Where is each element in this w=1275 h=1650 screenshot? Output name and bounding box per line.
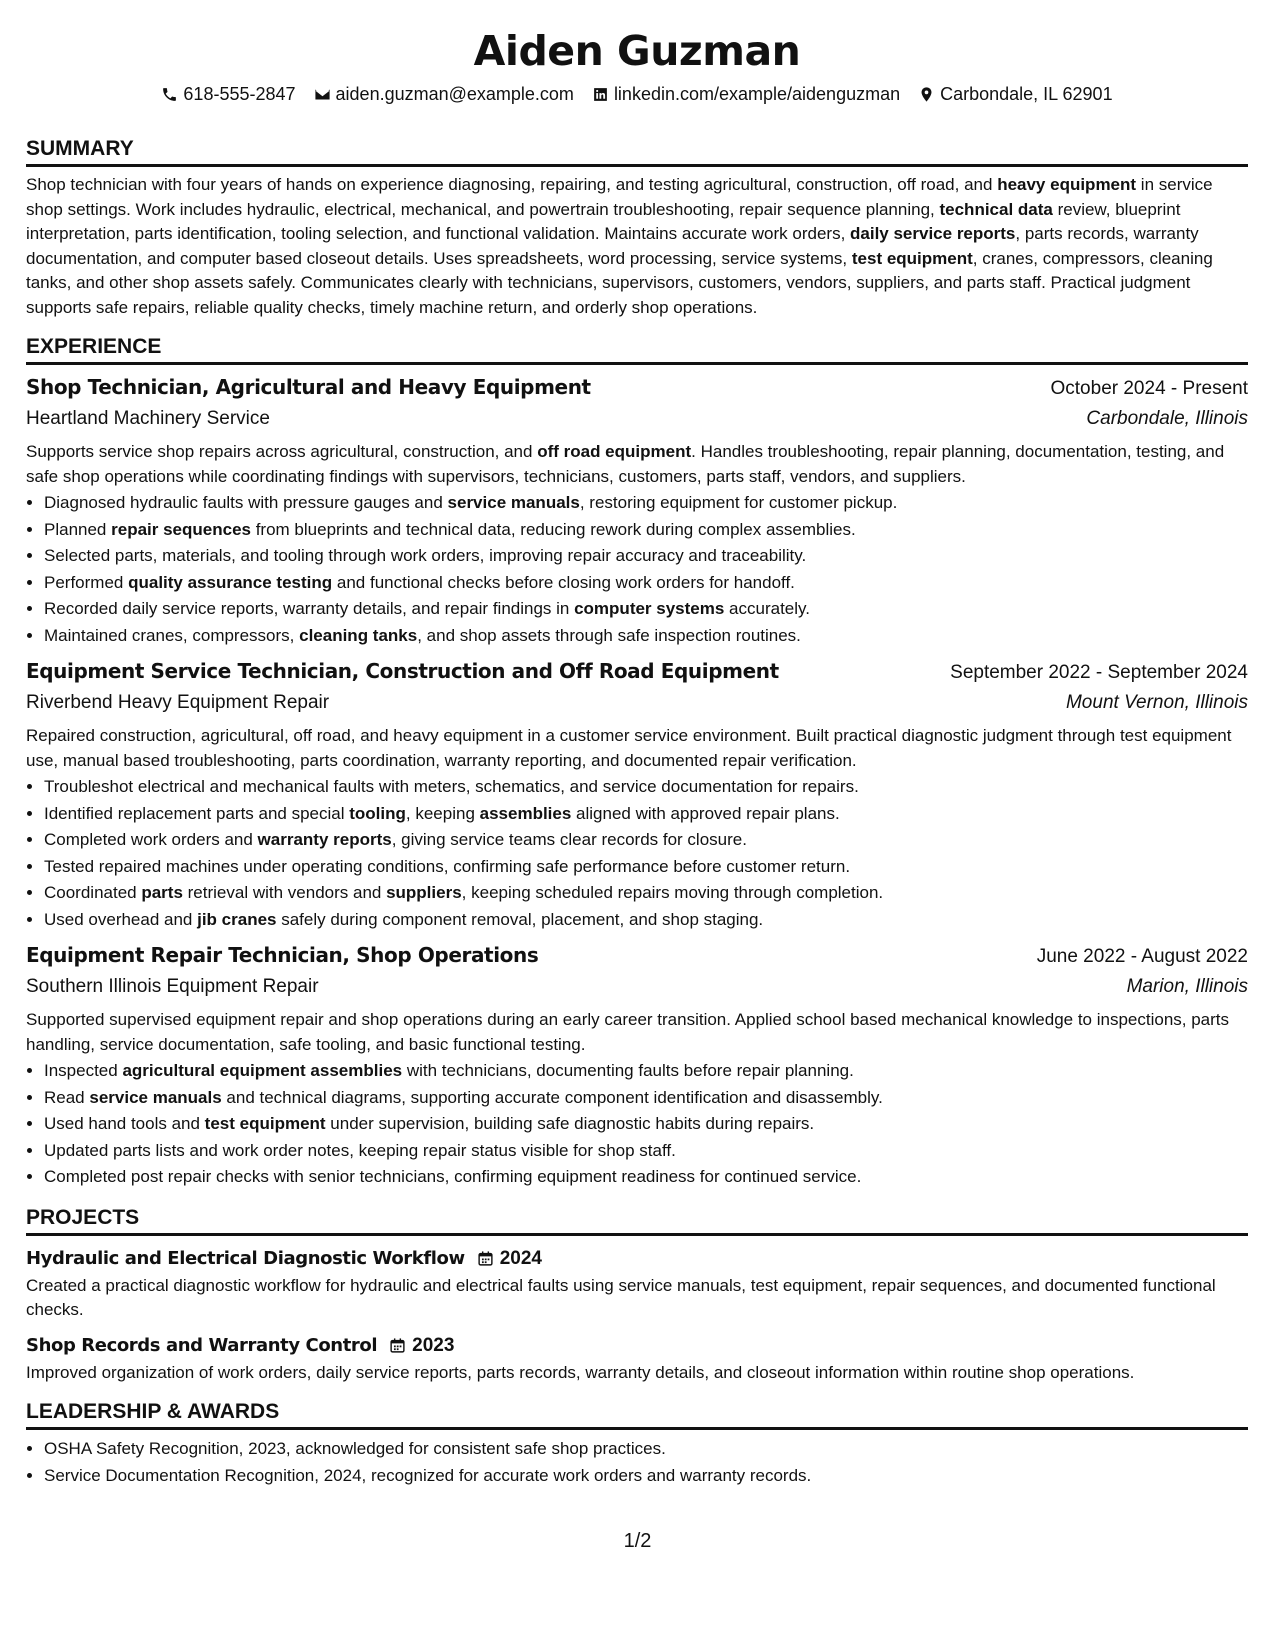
job-list	[26, 373, 1248, 1191]
job-bullets	[26, 490, 1248, 649]
text-segment: Recorded daily service reports, warranty details, and repair findings in	[44, 599, 575, 618]
emphasis-text: test equipment	[204, 1114, 326, 1133]
phone-icon	[161, 86, 178, 103]
contact-email[interactable]	[314, 82, 574, 106]
emphasis-text: quality assurance testing	[128, 572, 333, 592]
job-header	[26, 941, 1248, 971]
bullet-item	[44, 570, 1248, 597]
text-segment: , and shop assets through safe inspection routines.	[417, 625, 801, 645]
bullet-item	[44, 1138, 1248, 1165]
job-entry	[26, 373, 1248, 649]
bullet-item	[44, 827, 1248, 854]
bullet-item	[44, 623, 1248, 650]
email-text: aiden.guzman@example.com	[335, 84, 574, 104]
bullet-item	[44, 543, 1248, 570]
award-item: • Service Documentation Recognition, 2024, recognized for accurate work orders and warranty records.	[44, 1463, 1248, 1490]
text-segment: Identified replacement parts and special	[44, 803, 350, 823]
emphasis-text: off road equipment	[537, 442, 692, 461]
emphasis-text: suppliers	[386, 883, 462, 902]
job-dates: June 2022 - August 2022	[1036, 946, 1248, 967]
emphasis-text: jib cranes	[197, 909, 277, 929]
emphasis-text: computer systems	[574, 599, 725, 618]
text-segment: , giving service teams clear records for closure.	[391, 830, 747, 849]
text-segment: , parts records, warranty documentation, and computer based closeout details. Uses spreadsheets, word processing, service systems,	[26, 224, 1199, 268]
project-title: Hydraulic and Electrical Diagnostic Workflow	[26, 1247, 465, 1269]
emphasis-text: heavy equipment	[997, 175, 1137, 194]
text-segment: under supervision, building safe diagnostic habits during repairs.	[325, 1114, 815, 1133]
bullet-item	[44, 1085, 1248, 1112]
job-location: Marion, Illinois	[1126, 976, 1248, 997]
text-segment: Completed post repair checks with senior technicians, confirming equipment readiness for continued service.	[44, 1167, 862, 1186]
contact-linkedin[interactable]	[592, 82, 900, 106]
job-bullets	[26, 1058, 1248, 1191]
bullet-item	[44, 774, 1248, 801]
job-company: Southern Illinois Equipment Repair	[26, 976, 319, 997]
job-location: Mount Vernon, Illinois	[1065, 692, 1248, 713]
envelope-icon	[314, 86, 331, 103]
contact-location	[918, 82, 1112, 106]
emphasis-text: test equipment	[851, 248, 973, 268]
text-segment: with technicians, documenting faults before repair planning.	[402, 1061, 854, 1080]
emphasis-text: assemblies	[479, 803, 572, 823]
emphasis-text: warranty reports	[257, 830, 392, 849]
section-title-summary: SUMMARY	[26, 136, 1248, 167]
job-header	[26, 373, 1248, 403]
text-segment: aligned with approved repair plans.	[571, 803, 840, 823]
bullet-item	[44, 801, 1248, 828]
text-segment: safely during component removal, placement, and shop staging.	[276, 909, 764, 929]
project-year-text: 2024	[499, 1247, 543, 1269]
bullet-item	[44, 907, 1248, 934]
contact-phone[interactable]	[161, 82, 295, 106]
text-segment: Repaired construction, agricultural, off road, and heavy equipment in a customer service environment. Built practical diagnostic judgment through test equipment use, manual based troubleshooting, parts coordination, warranty reporting, and documented repair verification.	[26, 726, 1232, 770]
emphasis-text: service manuals	[89, 1087, 222, 1107]
job-description	[26, 440, 1248, 489]
emphasis-text: daily service reports	[850, 224, 1016, 243]
text-segment: and functional checks before closing work orders for handoff.	[332, 572, 795, 592]
text-segment: Shop technician with four years of hands on experience diagnosing, repairing, and testing agricultural, construction, off road, and	[26, 175, 998, 194]
text-segment: , restoring equipment for customer pickup.	[579, 493, 898, 512]
job-company: Heartland Machinery Service	[26, 408, 270, 429]
calendar-icon	[477, 1250, 494, 1267]
text-segment: Planned	[44, 519, 112, 539]
emphasis-text: tooling	[349, 803, 406, 823]
job-bullets	[26, 774, 1248, 933]
bullet-item	[44, 517, 1248, 544]
job-dates: September 2022 - September 2024	[950, 662, 1248, 683]
job-title: Equipment Repair Technician, Shop Operations	[26, 943, 539, 967]
contact-bar	[26, 82, 1248, 106]
text-segment: Maintained cranes, compressors,	[44, 625, 300, 645]
text-segment: , cranes, compressors, cleaning tanks, and other shop assets safely. Communicates clearly with technicians, supervisors, customers, vendors, suppliers, and parts staff. Practical judgment supports safe repairs, reliable quality checks, timely machine return, and orderly shop operations.	[26, 248, 1213, 317]
bullet-item	[44, 1164, 1248, 1191]
text-segment: from blueprints and technical data, reducing rework during complex assemblies.	[250, 519, 856, 539]
bullet-item	[44, 596, 1248, 623]
job-description	[26, 1008, 1248, 1057]
page-number: 1/2	[623, 1530, 652, 1552]
text-segment: retrieval with vendors and	[182, 883, 387, 902]
text-segment: . Handles troubleshooting, repair planning, documentation, testing, and safe shop operations while coordinating findings with supervisors, technicians, customers, parts staff, vendors, and suppliers.	[26, 442, 1225, 486]
projects-section	[26, 1205, 1248, 1386]
project-header	[26, 1246, 1248, 1272]
award-list	[26, 1436, 1248, 1489]
bullet-item	[44, 880, 1248, 907]
text-segment: Coordinated	[44, 883, 142, 902]
text-segment: Completed work orders and	[44, 830, 258, 849]
emphasis-text: cleaning tanks	[299, 625, 418, 645]
section-title-experience: EXPERIENCE	[26, 334, 1248, 365]
bullet-item	[44, 490, 1248, 517]
emphasis-text: service manuals	[447, 493, 580, 512]
linkedin-icon	[592, 86, 609, 103]
text-segment: in service shop settings. Work includes hydraulic, electrical, mechanical, and powertrain troubleshooting, repair sequence planning,	[26, 175, 1213, 219]
bullet-item	[44, 1058, 1248, 1085]
emphasis-text: agricultural equipment assemblies	[122, 1061, 403, 1080]
job-entry	[26, 941, 1248, 1191]
experience-section	[26, 334, 1248, 1191]
candidate-name: Aiden Guzman	[473, 27, 801, 75]
bullet-item	[44, 854, 1248, 881]
project-entry	[26, 1333, 1248, 1386]
project-description: Created a practical diagnostic workflow for hydraulic and electrical faults using service manuals, test equipment, repair sequences, and documented functional checks.	[26, 1275, 1216, 1319]
map-pin-icon	[918, 86, 935, 103]
project-year	[389, 1335, 454, 1357]
location-text: Carbondale, IL 62901	[940, 84, 1113, 104]
job-subheader	[26, 406, 1248, 432]
text-segment: , keeping	[405, 803, 480, 823]
project-title: Shop Records and Warranty Control	[26, 1334, 378, 1356]
project-year	[477, 1248, 542, 1270]
emphasis-text: repair sequences	[111, 519, 251, 539]
linkedin-text: linkedin.com/example/aidenguzman	[613, 84, 901, 104]
text-segment: Supports service shop repairs across agricultural, construction, and	[26, 442, 538, 461]
text-segment: Troubleshot electrical and mechanical faults with meters, schematics, and service documentation for repairs.	[44, 777, 859, 796]
text-segment: accurately.	[724, 599, 810, 618]
text-segment: Performed	[44, 572, 129, 592]
text-segment: Read	[44, 1087, 90, 1107]
job-subheader	[26, 690, 1248, 716]
job-header	[26, 657, 1248, 687]
phone-text: 618-555-2847	[183, 84, 296, 104]
text-segment: Tested repaired machines under operating conditions, confirming safe performance before customer return.	[44, 856, 851, 876]
job-title: Shop Technician, Agricultural and Heavy Equipment	[26, 375, 591, 399]
text-segment: Inspected	[44, 1061, 123, 1080]
text-segment: review, blueprint interpretation, parts identification, tooling selection, and functional validation. Maintains accurate work orders,	[26, 199, 1181, 243]
awards-section	[26, 1399, 1248, 1489]
project-entry	[26, 1246, 1248, 1323]
project-description: Improved organization of work orders, daily service reports, parts records, warranty details, and closeout information within routine shop operations.	[26, 1362, 1135, 1382]
resume-page	[26, 0, 1248, 1489]
calendar-icon	[389, 1337, 406, 1354]
job-subheader	[26, 974, 1248, 1000]
job-company: Riverbend Heavy Equipment Repair	[26, 692, 330, 713]
summary-section	[26, 136, 1248, 320]
text-segment: Used overhead and	[44, 909, 198, 929]
job-description	[26, 724, 1248, 773]
job-dates: October 2024 - Present	[1050, 378, 1248, 399]
summary-text	[26, 173, 1248, 320]
text-segment: Used hand tools and	[44, 1114, 205, 1133]
job-title: Equipment Service Technician, Construction and Off Road Equipment	[26, 659, 779, 683]
section-title-projects: PROJECTS	[26, 1205, 1248, 1236]
job-entry	[26, 657, 1248, 933]
project-list	[26, 1246, 1248, 1386]
text-segment: and technical diagrams, supporting accurate component identification and disassembly.	[221, 1087, 883, 1107]
job-location: Carbondale, Illinois	[1086, 408, 1248, 429]
project-header	[26, 1333, 1248, 1359]
emphasis-text: parts	[141, 883, 183, 902]
text-segment: Diagnosed hydraulic faults with pressure gauges and	[44, 493, 448, 512]
project-year-text: 2023	[412, 1334, 455, 1356]
award-item: • OSHA Safety Recognition, 2023, acknowledged for consistent safe shop practices.	[44, 1436, 1248, 1463]
text-segment: Selected parts, materials, and tooling through work orders, improving repair accuracy and traceability.	[44, 546, 807, 565]
bullet-item	[44, 1111, 1248, 1138]
text-segment: Supported supervised equipment repair and shop operations during an early career transition. Applied school based mechanical knowledge to inspections, parts handling, service documentation, safe tooling, and basic functional testing.	[26, 1010, 1230, 1054]
text-segment: , keeping scheduled repairs moving through completion.	[461, 883, 884, 902]
text-segment: Updated parts lists and work order notes, keeping repair status visible for shop staff.	[44, 1140, 676, 1160]
emphasis-text: technical data	[939, 199, 1053, 219]
section-title-awards: LEADERSHIP & AWARDS	[26, 1399, 1248, 1430]
